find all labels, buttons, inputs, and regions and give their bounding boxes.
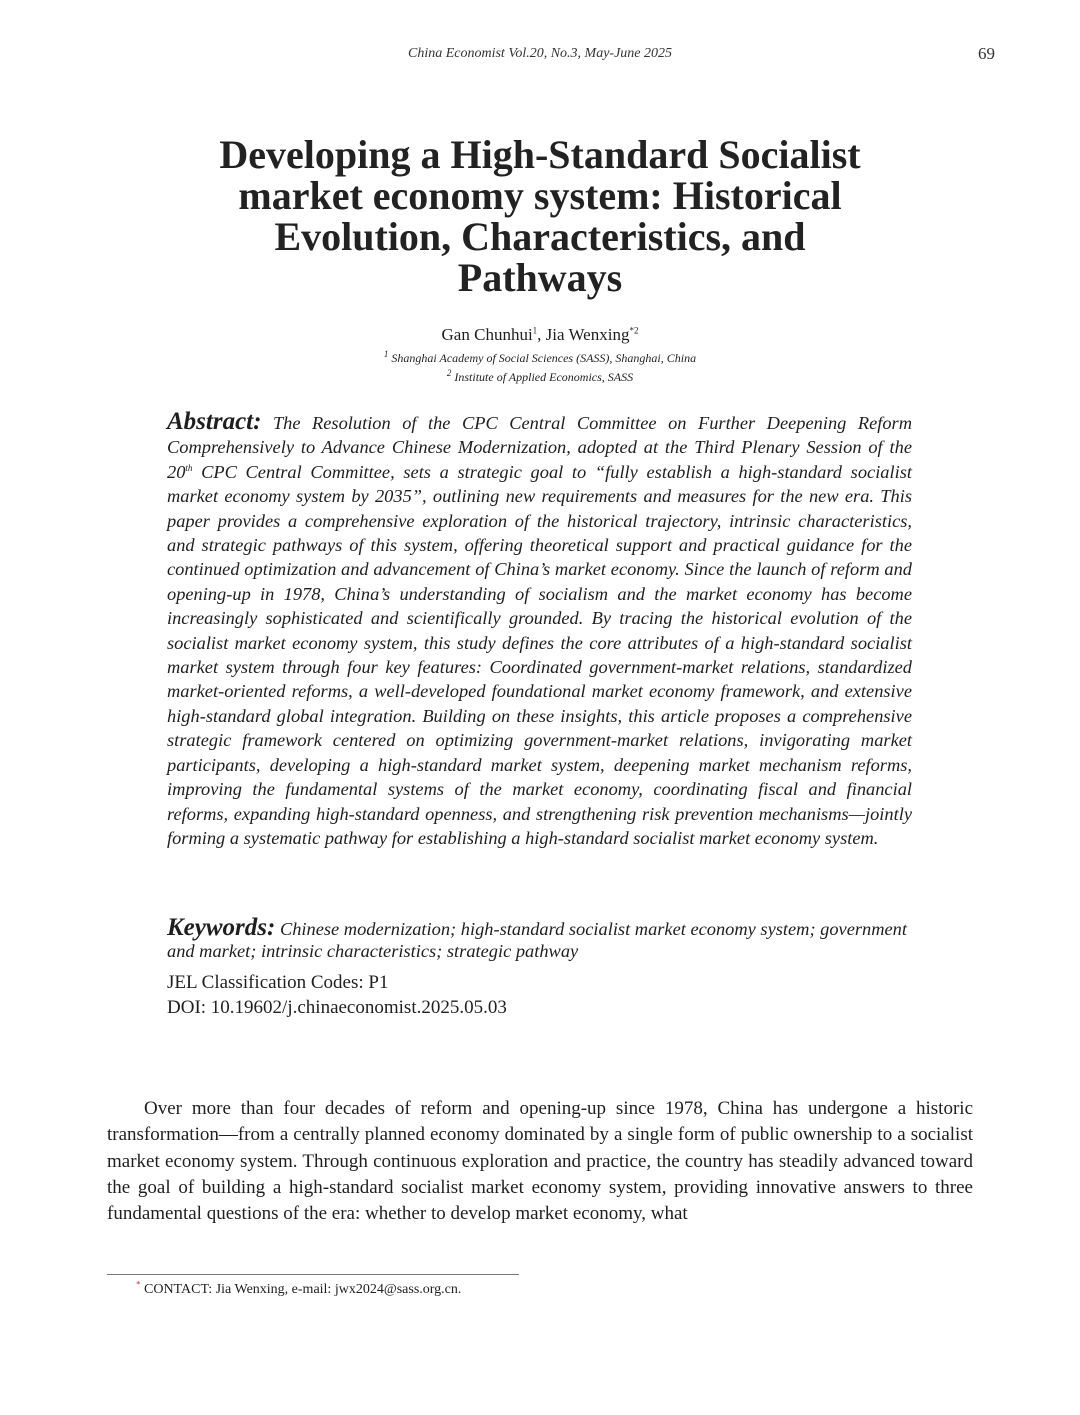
affiliation-text: Shanghai Academy of Social Sciences (SASS), Shanghai, China xyxy=(391,351,697,365)
page-number: 69 xyxy=(978,44,995,63)
doi: DOI: 10.19602/j.chinaeconomist.2025.05.03 xyxy=(167,997,507,1018)
jel-codes: JEL Classification Codes: P1 xyxy=(167,972,389,993)
footnote-divider xyxy=(107,1274,519,1275)
keywords-label: Keywords: xyxy=(167,914,276,941)
author-name: Jia Wenxing xyxy=(545,325,630,344)
author-sup: *2 xyxy=(629,325,639,336)
author-line xyxy=(0,325,1080,345)
title-line: Developing a High-Standard Socialist xyxy=(219,132,861,177)
abstract-text: The Resolution of the CPC Central Committee on Further Deepening Reform Comprehensively to Advance Chinese Modernization, adopted at the Third Plenary Session of the 20 xyxy=(167,413,912,482)
keywords-text: Chinese modernization; high-standard socialist market economy system; government and market; intrinsic characteristics; strategic pathway xyxy=(167,919,907,961)
affiliation-sup: 1 xyxy=(383,349,389,359)
affiliation-text: Institute of Applied Economics, SASS xyxy=(454,370,634,384)
abstract-label: Abstract: xyxy=(167,408,262,435)
abstract xyxy=(167,410,912,850)
paper-title xyxy=(150,134,930,298)
title-line: Evolution, Characteristics, and xyxy=(274,214,806,259)
title-line: market economy system: Historical xyxy=(238,173,842,218)
running-head: China Economist Vol.20, No.3, May-June 2025 xyxy=(407,46,673,61)
footnote xyxy=(136,1279,462,1298)
body-paragraph: Over more than four decades of reform and opening-up since 1978, China has undergone a historic transformation—from a centrally planned economy dominated by a single form of public ownership to a socialist market economy system. Through continuous exploration and practice, the country has steadily advanced toward the goal of building a high-standard socialist market economy system, providing innovative answers to three fundamental questions of the era: whether to develop market economy, what xyxy=(107,1098,973,1225)
affiliation-sup: 2 xyxy=(446,368,452,378)
affiliation xyxy=(0,370,1080,385)
abstract-text-cont: CPC Central Committee, sets a strategic goal to “fully establish a high-standard socialist market economy system by 2035”, outlining new requirements and measures for the new era. This paper provides a comprehensive exploration of the historical trajectory, intrinsic characteristics, and strategic pathways of this system, offering theoretical support and practical guidance for the continued optimization and advancement of China’s market economy. Since the launch of reform and opening-up in 1978, China’s understanding of socialism and the market economy has become increasingly sophisticated and scientifically grounded. By tracing the historical evolution of the socialist market economy system, this study defines the core attributes of a high-standard socialist market system through four key features: Coordinated government-market relations, standardized market-oriented reforms, a well-developed foundational market economy framework, and extensive high-standard global integration. Building on these insights, this article proposes a comprehensive strategic framework centered on optimizing government-market relations, invigorating market participants, developing a high-standard market system, deepening market mechanism reforms, improving the fundamental systems of the market economy, coordinating fiscal and financial reforms, expanding high-standard openness, and strengthening risk prevention mechanisms—jointly forming a systematic pathway for establishing a high-standard socialist market economy system. xyxy=(167,461,912,848)
keywords xyxy=(167,914,912,962)
affiliation xyxy=(0,351,1080,366)
author-separator: , xyxy=(537,325,546,344)
author-sup: 1 xyxy=(532,325,538,336)
author-name: Gan Chunhui xyxy=(441,325,533,344)
footnote-text: CONTACT: Jia Wenxing, e-mail: jwx2024@sass.org.cn. xyxy=(144,1282,462,1297)
title-line: Pathways xyxy=(457,255,623,300)
abstract-sup: th xyxy=(185,462,193,473)
footnote-marker: * xyxy=(136,1279,141,1290)
